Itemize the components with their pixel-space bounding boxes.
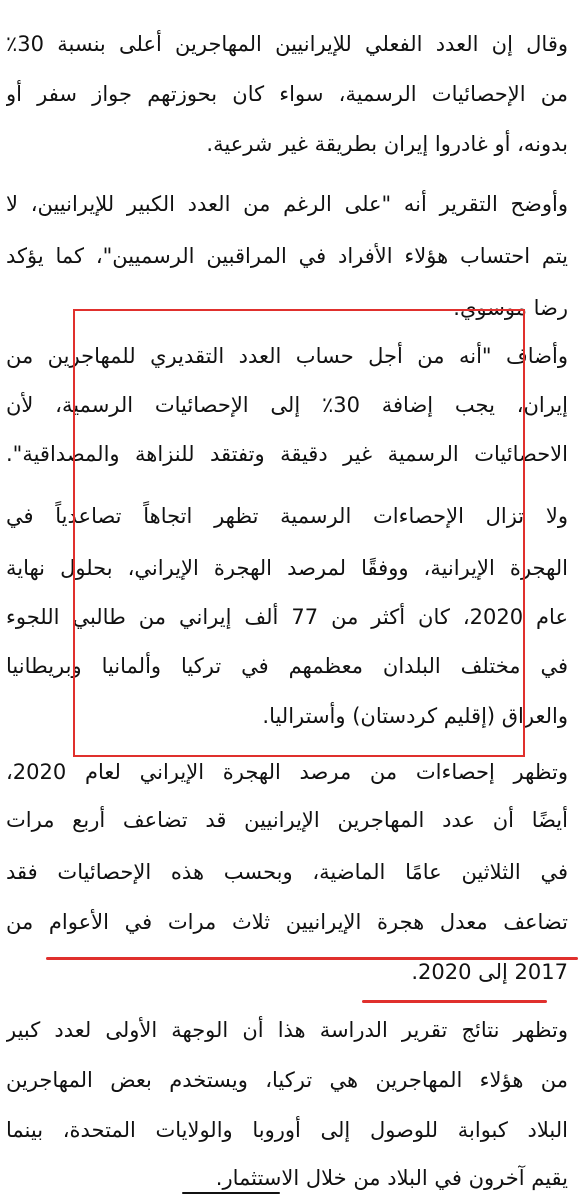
text-line: يقيم آخرون في البلاد من خلال الاستثمار. bbox=[215, 1166, 568, 1190]
text-line: وتظهر إحصاءات من مرصد الهجرة الإيراني لعام 2020، bbox=[6, 760, 568, 784]
text-line: بدونه، أو غادروا إيران بطريقة غير شرعية. bbox=[206, 132, 568, 156]
text-line: وقال إن العدد الفعلي للإيرانيين المهاجرين أعلى بنسبة 30٪ bbox=[6, 32, 568, 56]
text-line: في الثلاثين عامًا الماضية، وبحسب هذه الإحصائيات فقد bbox=[6, 860, 568, 884]
text-line: 2017 إلى 2020. bbox=[411, 960, 568, 984]
text-line: من هؤلاء المهاجرين هي تركيا، ويستخدم بعض المهاجرين bbox=[6, 1068, 568, 1092]
text-line: في مختلف البلدان معظمهم في تركيا وألمانيا وبريطانيا bbox=[6, 654, 568, 678]
text-line: البلاد كبوابة للوصول إلى أوروبا والولايات المتحدة، بينما bbox=[6, 1118, 568, 1142]
text-line: عام 2020، كان أكثر من 77 ألف إيراني من طالبي اللجوء bbox=[6, 605, 568, 629]
text-underline bbox=[182, 1192, 280, 1194]
red-underline bbox=[46, 957, 578, 960]
text-line: وأوضح التقرير أنه "على الرغم من العدد الكبير للإيرانيين، لا bbox=[6, 192, 568, 216]
text-line: الاحصائيات الرسمية غير دقيقة وتفتقد للنزاهة والمصداقية". bbox=[6, 442, 568, 466]
red-underline bbox=[362, 1000, 547, 1003]
text-line: أيضًا أن عدد المهاجرين الإيرانيين قد تضاعف أربع مرات bbox=[6, 808, 568, 832]
text-line: الهجرة الإيرانية، ووفقًا لمرصد الهجرة الإيراني، بحلول نهاية bbox=[6, 556, 568, 580]
text-line: تضاعف معدل هجرة الإيرانيين ثلاث مرات في الأعوام من bbox=[6, 910, 568, 934]
text-line: وأضاف "أنه من أجل حساب العدد التقديري للمهاجرين من bbox=[6, 344, 568, 368]
text-line: ولا تزال الإحصاءات الرسمية تظهر اتجاهاً تصاعدياً في bbox=[6, 504, 568, 528]
text-line: رضا موسوي. bbox=[453, 296, 568, 320]
text-line: إيران، يجب إضافة 30٪ إلى الإحصائيات الرسمية، لأن bbox=[6, 393, 568, 417]
text-line: وتظهر نتائج تقرير الدراسة هذا أن الوجهة الأولى لعدد كبير bbox=[6, 1018, 568, 1042]
text-line: يتم احتساب هؤلاء الأفراد في المراقبين الرسميين"، كما يؤكد bbox=[6, 244, 568, 268]
text-line: والعراق (إقليم كردستان) وأستراليا. bbox=[262, 704, 568, 728]
text-line: من الإحصائيات الرسمية، سواء كان بحوزتهم جواز سفر أو bbox=[6, 82, 568, 106]
